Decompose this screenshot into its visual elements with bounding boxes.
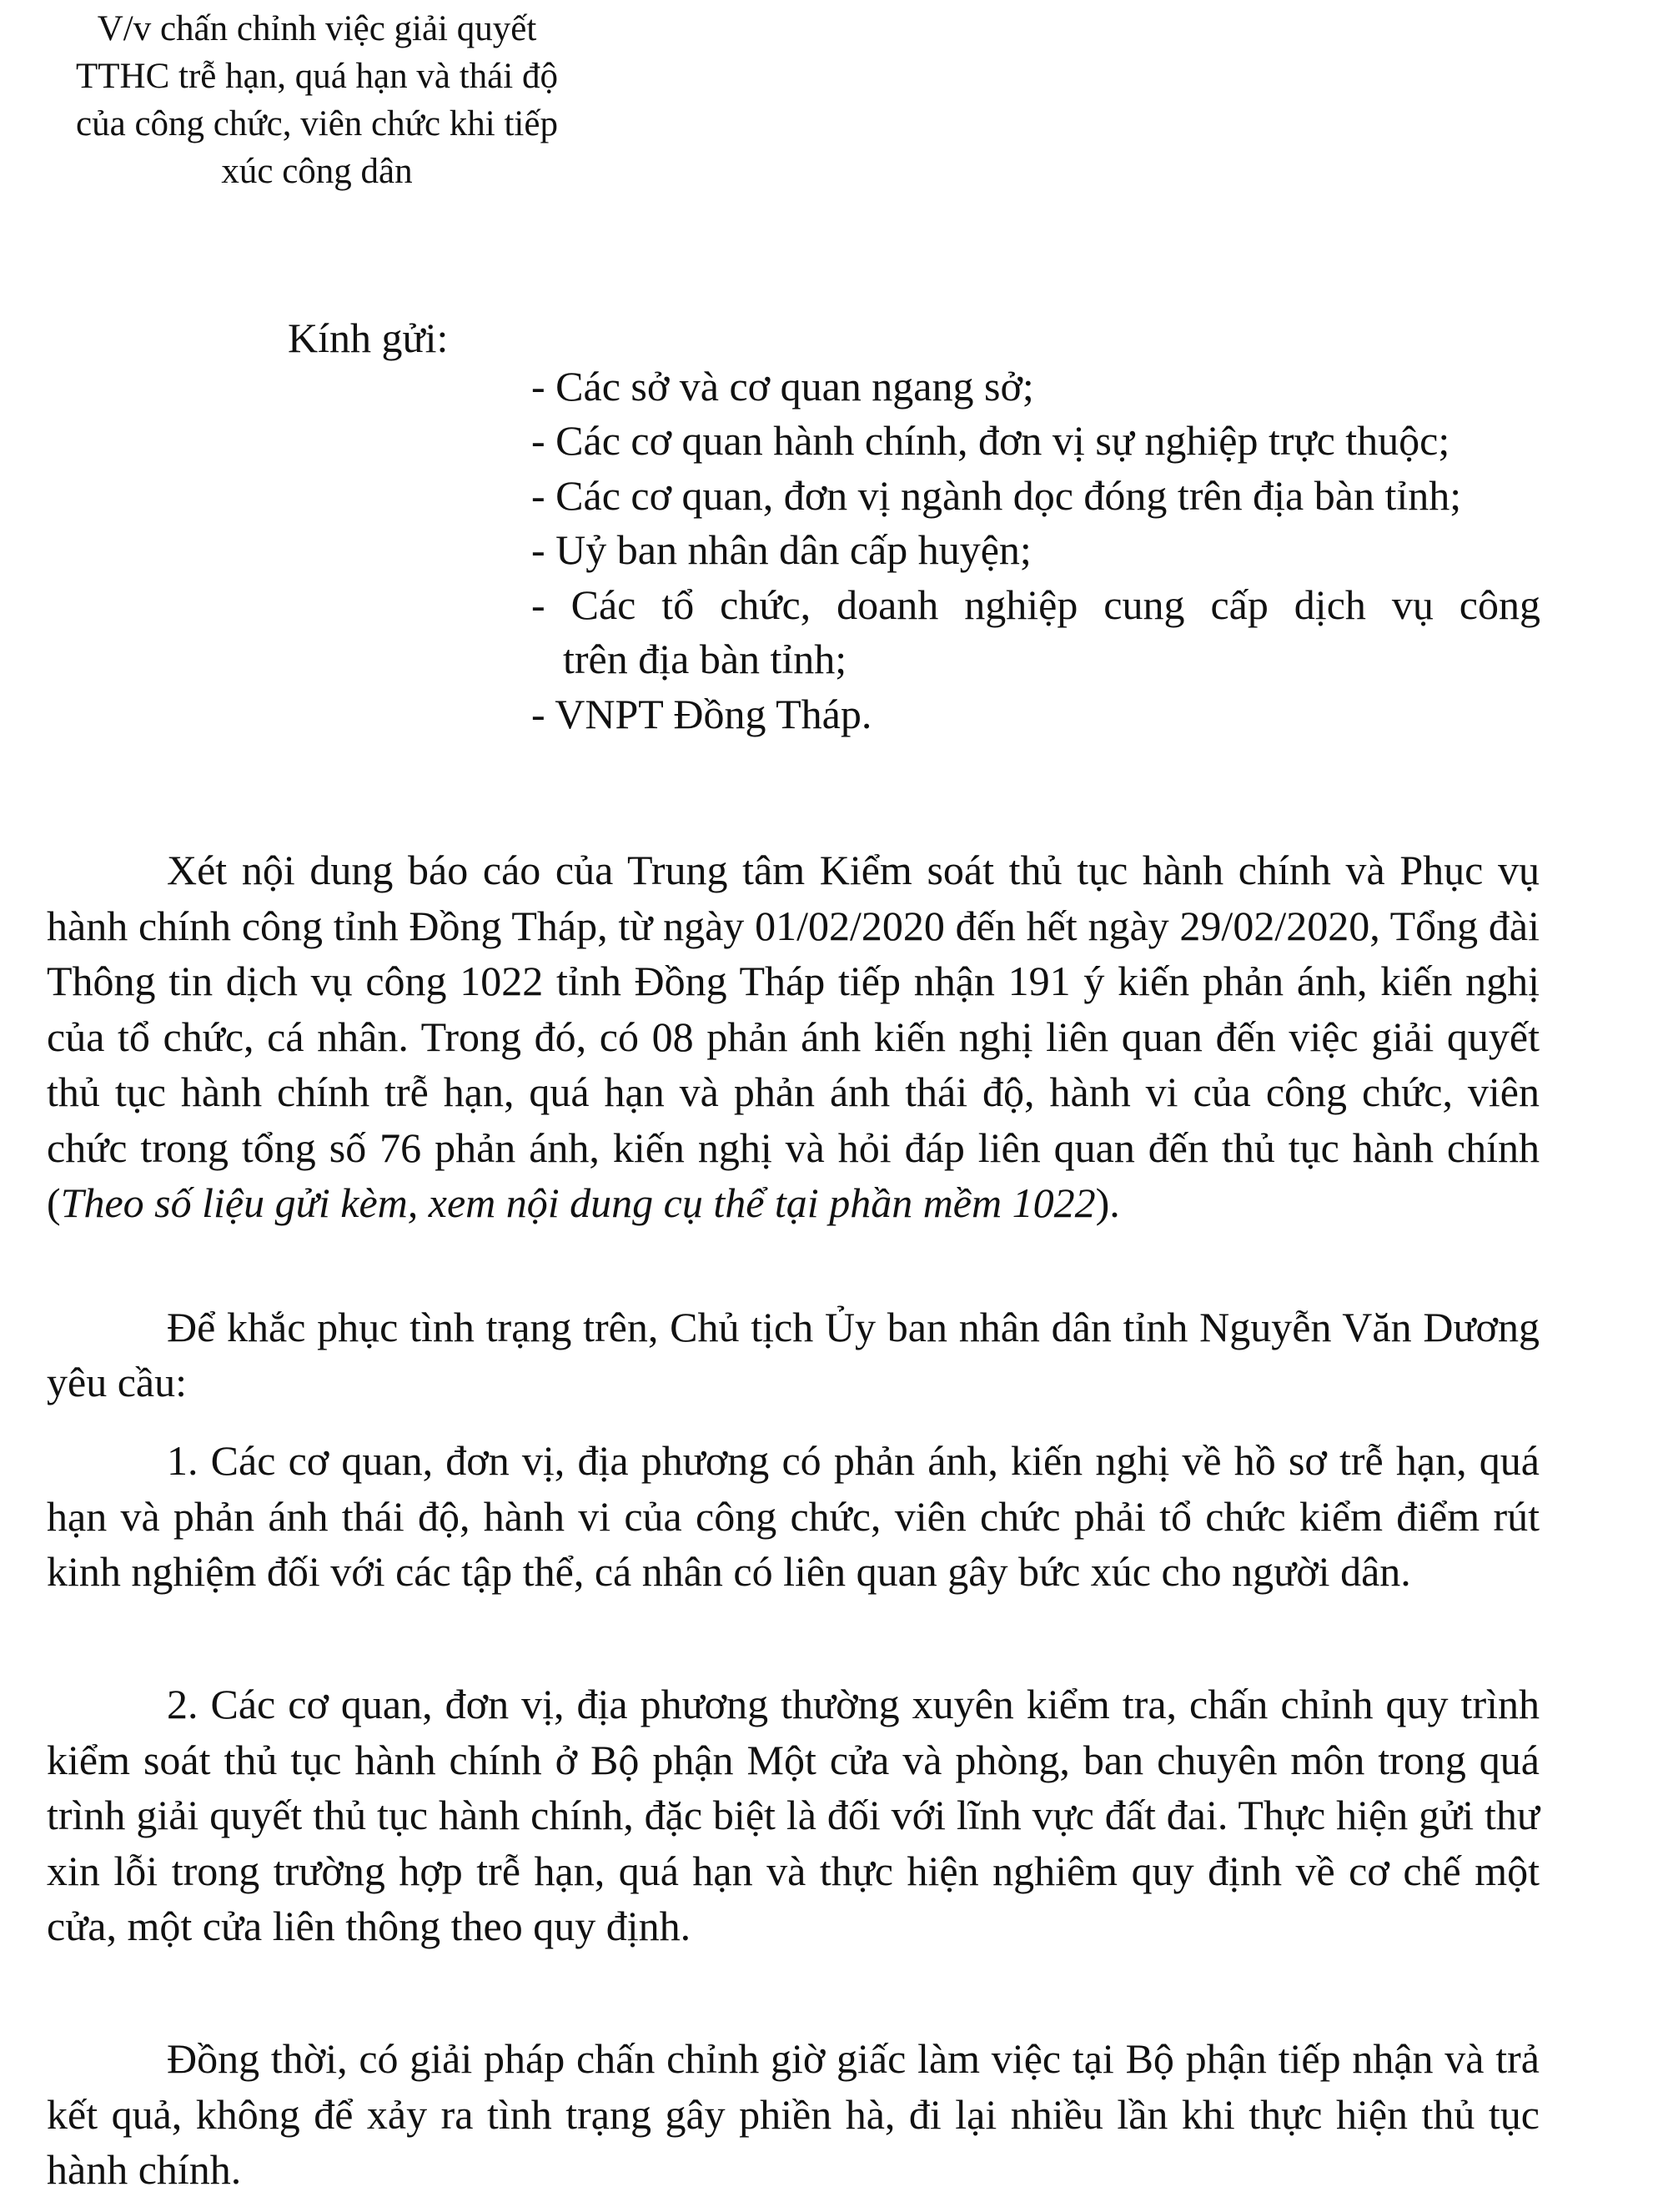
paragraph-intro-text: Xét nội dung báo cáo của Trung tâm Kiểm soát thủ tục hành chính và Phục vụ hành chính công tỉnh Đồng Tháp, từ ngày 01/02/2020 đến hết ngày 29/02/2020, Tổng đài Thông tin dịch vụ công 1022 tỉnh Đồng Tháp tiếp nhận 191 ý kiến phản ánh, kiến nghị của tổ chức, cá nhân. Trong đó, có 08 phản ánh kiến nghị liên quan đến việc giải quyết thủ tục hành chính trễ hạn, quá hạn và phản ánh thái độ, hành vi của công chức, viên chức trong tổng số 76 phản ánh, kiến nghị và hỏi đáp liên quan đến thủ tục hành chính (: [47, 847, 1540, 1226]
paragraph-also-text: Đồng thời, có giải pháp chấn chỉnh giờ giấc làm việc tại Bộ phận tiếp nhận và trả kết quả, không để xảy ra tình trạng gây phiền hà, đi lại nhiều lần khi thực hiện thủ tục hành chính.: [47, 2035, 1540, 2193]
paragraph-intro-italic: Theo số liệu gửi kèm, xem nội dung cụ thể tại phần mềm 1022: [60, 1179, 1096, 1226]
paragraph-item-1-text: 1. Các cơ quan, đơn vị, địa phương có phản ánh, kiến nghị về hồ sơ trễ hạn, quá hạn và phản ánh thái độ, hành vi của công chức, viên chức phải tổ chức kiểm điểm rút kinh nghiệm đối với các tập thể, cá nhân có liên quan gây bức xúc cho người dân.: [47, 1437, 1540, 1595]
subject-line-4: xúc công dân: [221, 152, 413, 191]
recipient-item: - Uỷ ban nhân dân cấp huyện;: [531, 526, 1032, 573]
paragraph-item-2: [47, 1677, 1540, 1954]
paragraph-request-text: Để khắc phục tình trạng trên, Chủ tịch Ủy ban nhân dân tỉnh Nguyễn Văn Dương yêu cầu:: [47, 1304, 1540, 1405]
subject-line-2: TTHC trễ hạn, quá hạn và thái độ: [76, 57, 558, 96]
subject-line-3: của công chức, viên chức khi tiếp: [76, 104, 558, 143]
recipient-item: - Các sở và cơ quan ngang sở;: [531, 363, 1034, 410]
paragraph-item-1: [47, 1433, 1540, 1600]
recipient-item: - Các cơ quan hành chính, đơn vị sự nghiệp trực thuộc;: [531, 417, 1450, 464]
paragraph-intro: [47, 842, 1540, 1231]
paragraph-intro-end: ).: [1095, 1179, 1120, 1226]
paragraph-also: [47, 2031, 1540, 2198]
paragraph-item-2-text: 2. Các cơ quan, đơn vị, địa phương thường xuyên kiểm tra, chấn chỉnh quy trình kiểm soát thủ tục hành chính ở Bộ phận Một cửa và phòng, ban chuyên môn trong quá trình giải quyết thủ tục hành chính, đặc biệt là đối với lĩnh vực đất đai. Thực hiện gửi thư xin lỗi trong trường hợp trễ hạn, quá hạn và thực hiện nghiêm quy định về cơ chế một cửa, một cửa liên thông theo quy định.: [47, 1681, 1540, 1949]
subject-line-1: V/v chấn chỉnh việc giải quyết: [97, 9, 537, 48]
greeting: Kính gửi:: [288, 314, 449, 361]
recipient-item-continuation: trên địa bàn tỉnh;: [563, 636, 847, 682]
recipient-item: - Các tổ chức, doanh nghiệp cung cấp dịch vụ công: [531, 581, 1540, 628]
recipient-item: - VNPT Đồng Tháp.: [531, 691, 872, 737]
paragraph-request: [47, 1300, 1540, 1410]
recipient-item: - Các cơ quan, đơn vị ngành dọc đóng trên địa bàn tỉnh;: [531, 472, 1462, 519]
subject-line: [33, 5, 600, 195]
